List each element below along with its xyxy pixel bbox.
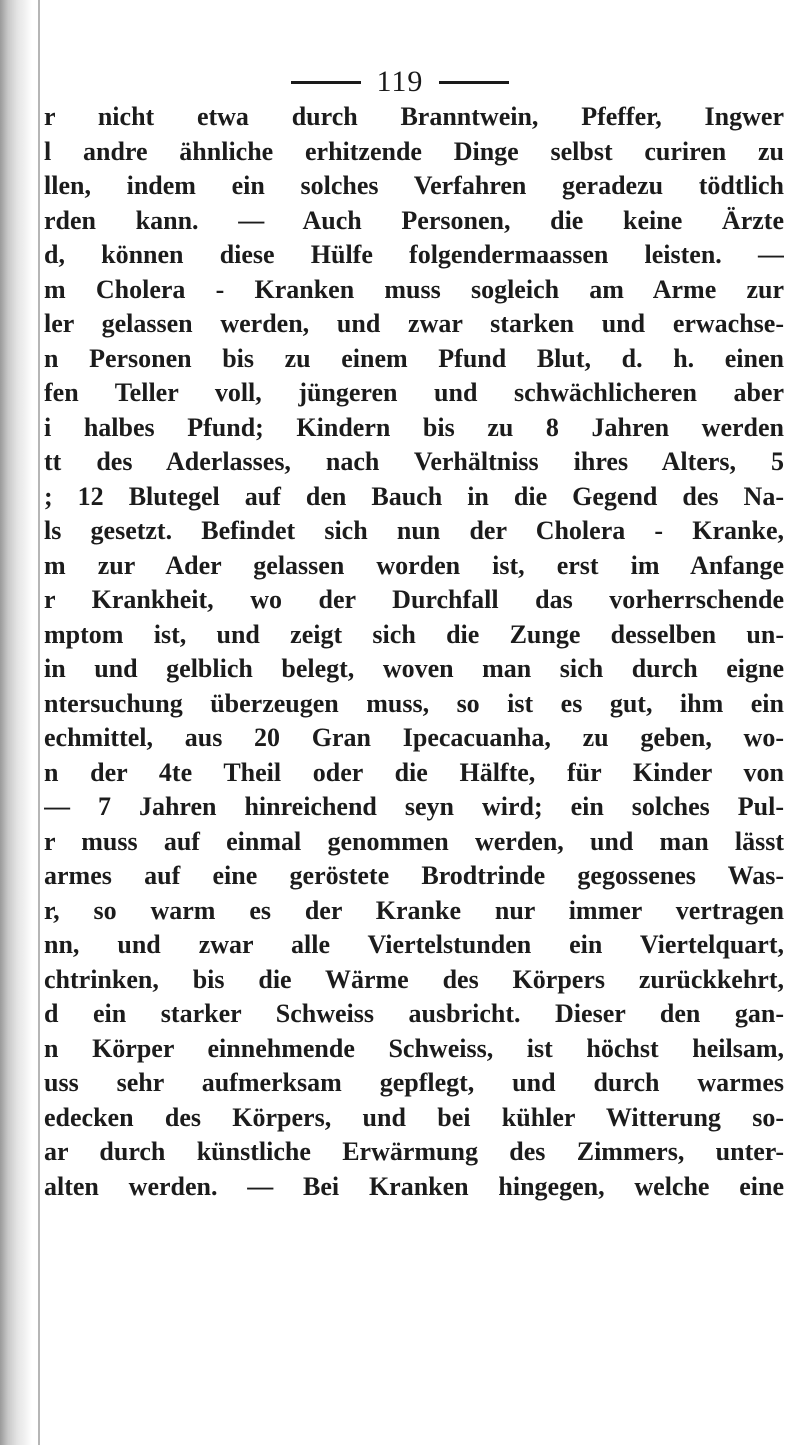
text-line: d ein starker Schweiss ausbricht. Dieser den gan- (44, 999, 784, 1028)
header-rule-left (291, 81, 361, 84)
text-line: in und gelblich belegt, woven man sich durch eigne (44, 654, 784, 683)
text-line: nn, und zwar alle Viertelstunden ein Viertelquart, (44, 930, 784, 959)
text-line: mptom ist, und zeigt sich die Zunge desselben un- (44, 619, 784, 649)
text-line: echmittel, aus 20 Gran Ipecacuanha, zu geben, wo- (44, 723, 784, 752)
text-line: ntersuchung überzeugen muss, so ist es gut, ihm ein (44, 688, 784, 718)
text-line: chtrinken, bis die Wärme des Körpers zurückkehrt, (44, 964, 784, 994)
text-line: r, so warm es der Kranke nur immer vertragen (44, 895, 784, 925)
text-line: m Cholera - Kranken muss sogleich am Arme zur (44, 274, 784, 304)
text-line: tt des Aderlasses, nach Verhältniss ihres Alters, 5 (44, 447, 784, 476)
text-line: armes auf eine geröstete Brodtrinde gegossenes Was- (44, 861, 784, 890)
text-line: ls gesetzt. Befindet sich nun der Cholera - Kranke, (44, 516, 784, 545)
text-line: m zur Ader gelassen worden ist, erst im Anfange (44, 550, 784, 580)
text-line: llen, indem ein solches Verfahren geradezu tödtlich (44, 171, 784, 200)
page-number: 119 (376, 65, 424, 98)
body-text (44, 100, 784, 1204)
text-line: r Krankheit, wo der Durchfall das vorherrschende (44, 585, 784, 614)
page-gutter (0, 0, 32, 1445)
text-line: d, können diese Hülfe folgendermaassen leisten. — (44, 240, 784, 269)
text-line: ; 12 Blutegel auf den Bauch in die Gegend des Na- (44, 481, 784, 511)
text-line: ler gelassen werden, und zwar starken und erwachse- (44, 309, 784, 338)
text-line: edecken des Körpers, und bei kühler Witterung so- (44, 1102, 784, 1132)
text-line: fen Teller voll, jüngeren und schwächlicheren aber (44, 378, 784, 407)
text-line: alten werden. — Bei Kranken hingegen, welche eine (44, 1171, 784, 1201)
text-line: uss sehr aufmerksam gepflegt, und durch warmes (44, 1068, 784, 1097)
text-line: — 7 Jahren hinreichend seyn wird; ein solches Pul- (44, 792, 784, 821)
text-line: n der 4te Theil oder die Hälfte, für Kinder von (44, 757, 784, 787)
gutter-line (38, 0, 40, 1445)
text-line: r nicht etwa durch Branntwein, Pfeffer, Ingwer (44, 102, 784, 131)
text-line: i halbes Pfund; Kindern bis zu 8 Jahren werden (44, 412, 784, 442)
text-line: r muss auf einmal genommen werden, und man lässt (44, 826, 784, 856)
text-line: ar durch künstliche Erwärmung des Zimmers, unter- (44, 1137, 784, 1166)
header-rule-right (439, 81, 509, 84)
text-line: n Körper einnehmende Schweiss, ist höchst heilsam, (44, 1033, 784, 1063)
text-line: l andre ähnliche erhitzende Dinge selbst curiren zu (44, 136, 784, 166)
text-line: n Personen bis zu einem Pfund Blut, d. h. einen (44, 343, 784, 373)
page-header (0, 62, 800, 102)
text-line: rden kann. — Auch Personen, die keine Ärzte (44, 205, 784, 235)
